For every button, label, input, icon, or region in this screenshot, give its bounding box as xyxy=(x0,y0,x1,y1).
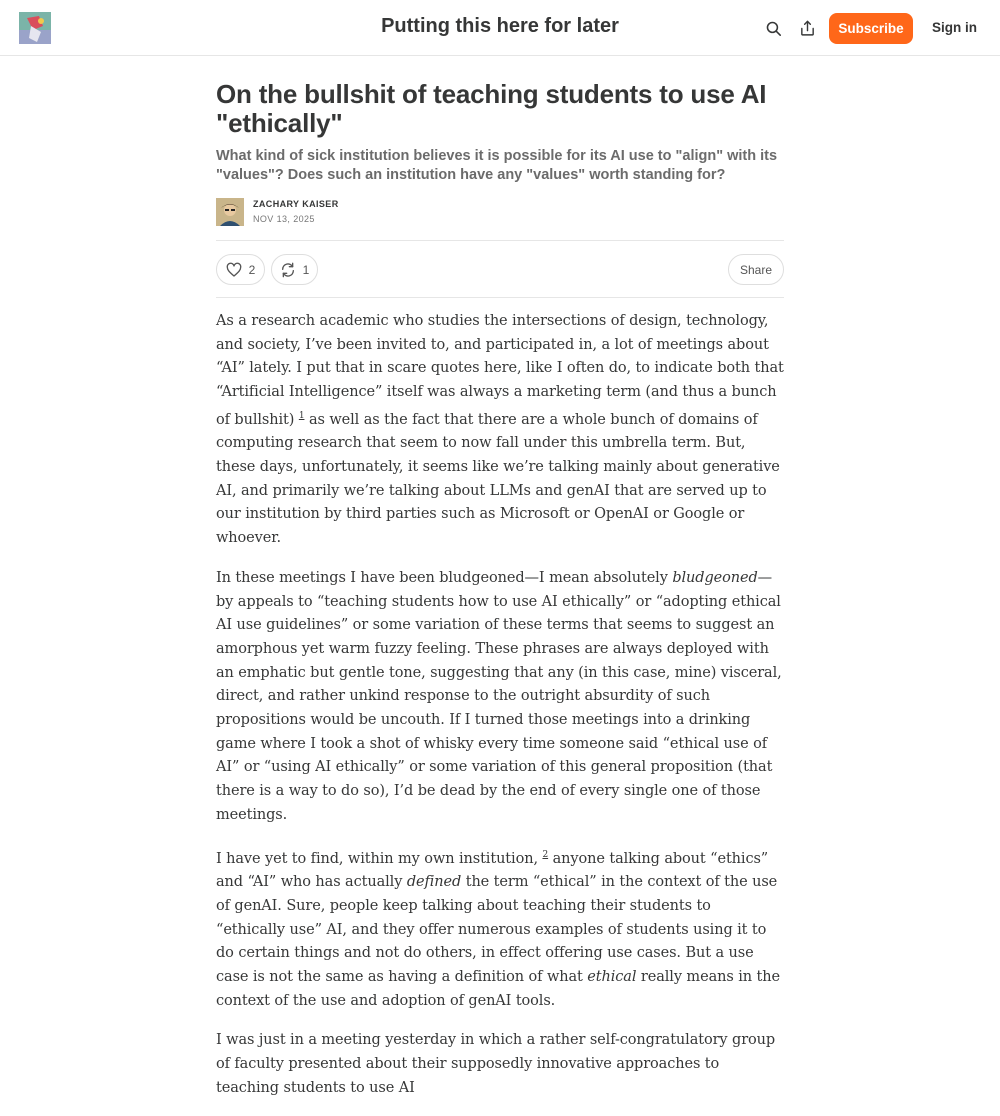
footnote-anchor[interactable]: 2 xyxy=(542,849,549,860)
post-share-button[interactable]: Share xyxy=(728,254,784,285)
author-name[interactable]: ZACHARY KAISER xyxy=(253,199,339,209)
post-title: On the bullshit of teaching students to use AI "ethically" xyxy=(216,79,767,138)
author-avatar[interactable] xyxy=(216,198,244,226)
site-title[interactable]: Putting this here for later xyxy=(381,15,619,37)
like-count: 2 xyxy=(248,262,256,277)
restack-icon xyxy=(280,262,296,278)
paragraph: As a research academic who studies the intersections of design, technology, and society, I’ve been invited to, and participated in, a lot of meetings about “AI” lately. I put that in scare quotes here, like I often do, to indicate both that “Artificial Intelligence” itself was always a marketing term (and thus a bunch of bullshit) $^1$ as well as the fact that there are a whole bunch of domains of computing research that seem to now fall under this umbrella term. But, these days, unfortunately, it seems like we’re talking mainly about generative AI, and primarily we’re talking about LLMs and genAI that are served up to our institution by third parties such as Microsoft or OpenAI or Google or whoever. xyxy=(216,313,784,547)
paragraph: In these meetings I have been bludgeoned—I mean absolutely bludgeoned—by appeals to “teaching students how to use AI ethically” or “adopting ethical AI use guidelines” or some variation of these terms that seems to suggest an amorphous yet warm fuzzy feeling. These phrases are always deployed with an emphatic but gentle tone, suggesting that any (in this case, mine) visceral, direct, and rather unkind response to the outright absurdity of such propositions would be uncouth. If I turned those meetings into a drinking game where I took a shot of whisky every time someone said “ethical use of AI” or “using AI ethically” or some variation of this general proposition (that there is a way to do so), I’d be dead by the end of every single one of those meetings. xyxy=(216,569,782,823)
divider-bottom xyxy=(216,297,784,298)
footnote-anchor[interactable]: 1 xyxy=(298,410,305,421)
top-navigation-bar xyxy=(0,0,1000,56)
like-button[interactable] xyxy=(216,254,265,285)
byline xyxy=(216,198,784,228)
subscribe-button[interactable]: Subscribe xyxy=(829,13,913,44)
restack-button[interactable] xyxy=(271,254,318,285)
share-icon[interactable] xyxy=(794,15,820,41)
divider-top xyxy=(216,240,784,241)
post-subtitle: What kind of sick institution believes it is possible for its AI use to "align" with its "values"? Does such an institution have any "values" worth standing for? xyxy=(216,148,778,183)
post-date: NOV 13, 2025 xyxy=(253,214,315,224)
heart-icon xyxy=(226,262,242,278)
search-icon[interactable] xyxy=(760,15,786,41)
restack-count: 1 xyxy=(302,262,310,277)
paragraph: I was just in a meeting yesterday in which a rather self-congratulatory group of faculty presented about their supposedly innovative approaches to teaching students to use AI xyxy=(216,1032,776,1096)
paragraph: I have yet to find, within my own institution, $^2$ anyone talking about “ethics” and “AI” who has actually defined the term “ethical” in the context of the use of genAI. Sure, people keep talking about teaching their students to “ethically use” AI, and they offer numerous examples of students using it to do certain things and not do others, in effect offering use cases. But a use case is not the same as having a definition of what ethical really means in the context of the use and adoption of genAI tools. xyxy=(216,849,780,1009)
article-body xyxy=(216,310,784,1116)
sign-in-link[interactable]: Sign in xyxy=(932,20,977,35)
